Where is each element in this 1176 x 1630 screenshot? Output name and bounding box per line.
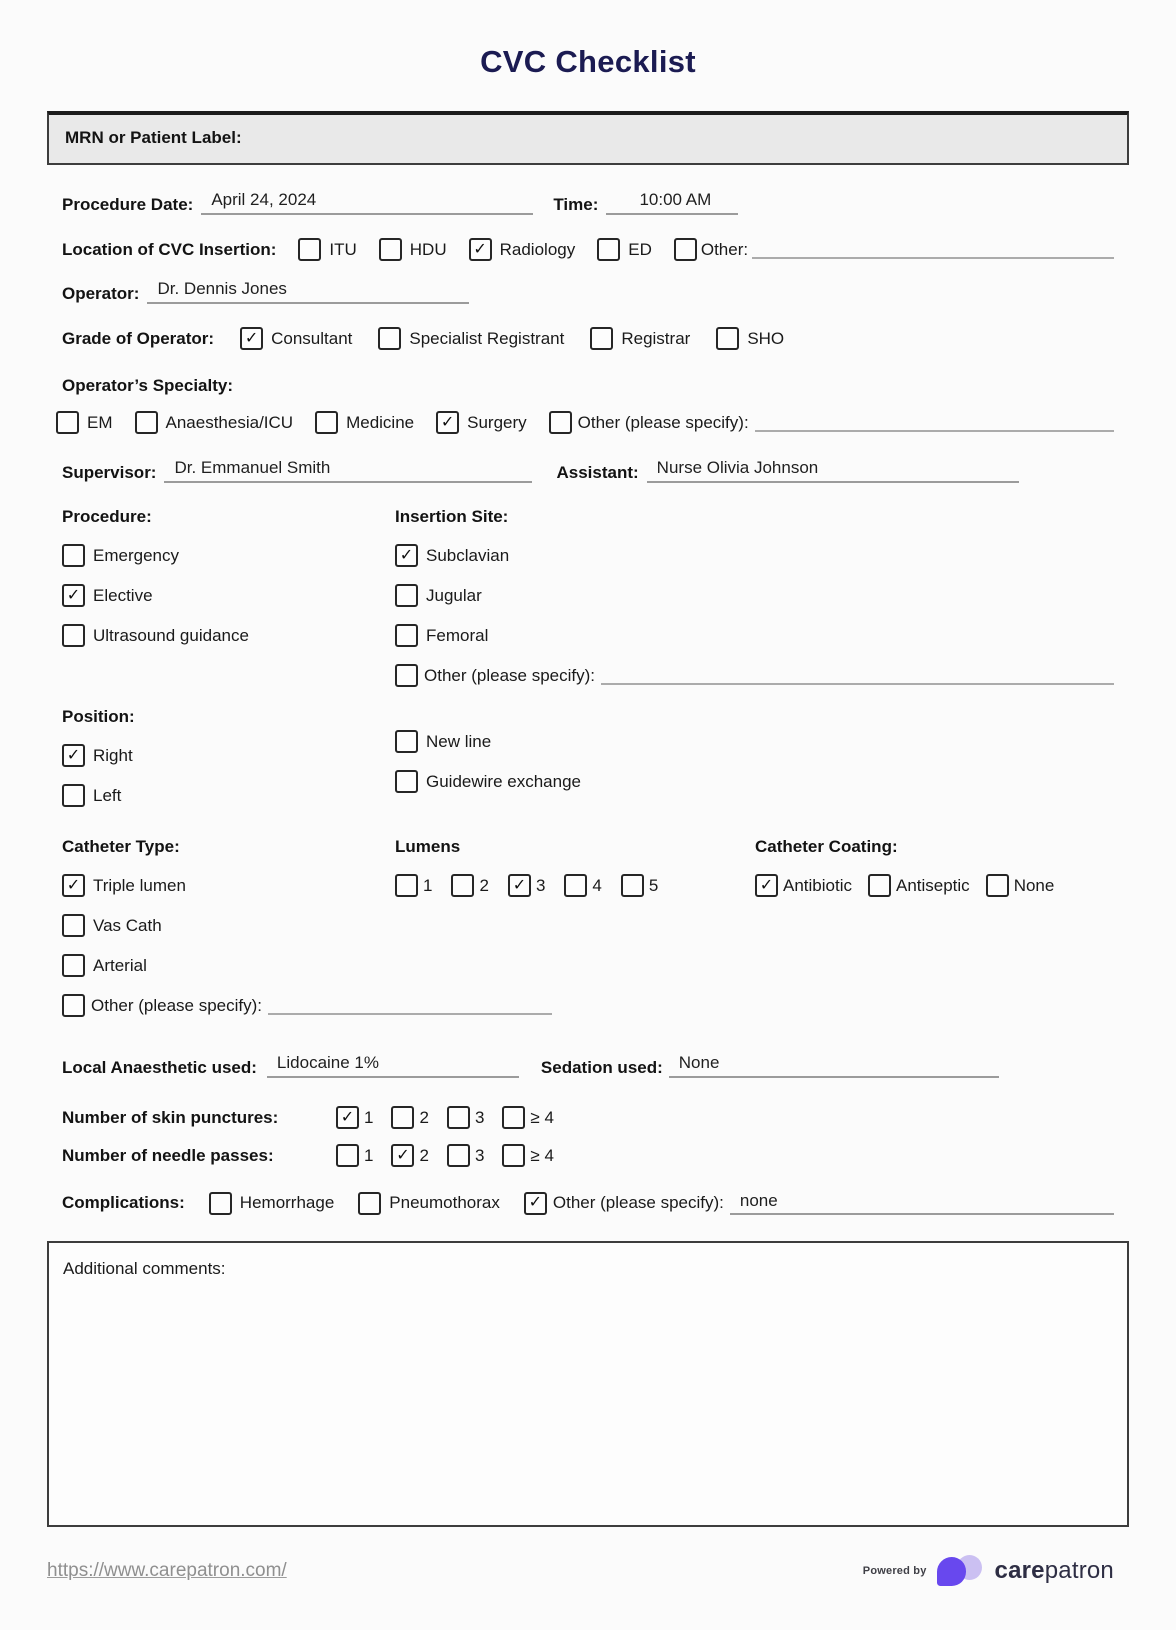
mrn-label: MRN or Patient Label: <box>65 128 242 147</box>
skin-punctures-label: Number of skin punctures: <box>62 1107 279 1127</box>
checkbox-jugular[interactable] <box>395 584 418 607</box>
checkbox-label: Vas Cath <box>93 915 162 935</box>
complications-label: Complications: <box>62 1193 185 1212</box>
option-medicine[interactable] <box>315 411 414 434</box>
option-coating-none[interactable] <box>986 874 1055 897</box>
checkbox-lumen-5[interactable] <box>621 874 644 897</box>
option-emergency[interactable] <box>62 544 179 567</box>
insertion-site-label: Insertion Site: <box>395 507 509 526</box>
option-passes-3[interactable] <box>447 1144 484 1167</box>
checkbox-lumen-2[interactable] <box>451 874 474 897</box>
checkbox-new-line[interactable] <box>395 730 418 753</box>
option-subclavian[interactable] <box>395 544 509 567</box>
option-right[interactable] <box>62 744 133 767</box>
checkbox-label: Other: <box>700 239 749 259</box>
checkbox-lumen-3[interactable]: ✓ <box>508 874 531 897</box>
carepatron-logo <box>863 1554 1114 1588</box>
complications-row <box>0 1191 1176 1215</box>
checkbox-vas-cath[interactable] <box>62 914 85 937</box>
checkbox-label: Guidewire exchange <box>426 771 581 791</box>
checkbox-label: New line <box>426 731 492 751</box>
checkbox-subclavian[interactable]: ✓ <box>395 544 418 567</box>
checkbox-label: ED <box>628 239 652 259</box>
checkbox-label: 5 <box>648 875 659 895</box>
checkbox-label: Radiology <box>499 239 576 259</box>
checkbox-label: HDU <box>409 239 447 259</box>
insertion-site-column <box>395 507 1114 807</box>
option-antiseptic[interactable] <box>868 874 970 897</box>
brand-care-text: care <box>994 1557 1045 1584</box>
option-passes-2[interactable] <box>391 1144 428 1167</box>
checkbox-label: Other (please specify): <box>552 1193 724 1212</box>
specialty-options-row <box>0 411 1176 434</box>
operator-label: Operator: <box>62 284 140 303</box>
option-punctures-1[interactable] <box>336 1106 373 1129</box>
checkbox-passes-3[interactable] <box>447 1144 470 1167</box>
option-anaesthesia-icu[interactable] <box>135 411 294 434</box>
checkbox-label: Medicine <box>346 412 415 432</box>
checkbox-label: Hemorrhage <box>239 1193 335 1212</box>
checkbox-label: 2 <box>479 875 489 895</box>
checkbox-label: 2 <box>419 1107 429 1127</box>
time-label: Time: <box>553 195 599 214</box>
option-em[interactable] <box>56 411 113 434</box>
checkbox-pneumothorax[interactable] <box>358 1192 381 1215</box>
checkbox-label: Subclavian <box>426 545 510 565</box>
mrn-patient-label-box[interactable] <box>47 111 1129 165</box>
checkbox-label: Specialist Registrant <box>409 328 565 348</box>
checkbox-catheter-other[interactable] <box>62 994 85 1017</box>
option-guidewire-exchange[interactable] <box>395 770 581 793</box>
option-lumen-3[interactable] <box>508 874 545 897</box>
checkbox-label: ≥ 4 <box>530 1107 554 1127</box>
catheter-type-column <box>62 837 395 1017</box>
option-specialist-registrant[interactable] <box>378 327 564 350</box>
option-lumen-2[interactable] <box>451 874 488 897</box>
option-vas-cath[interactable] <box>62 914 162 937</box>
checkbox-antibiotic[interactable]: ✓ <box>755 874 778 897</box>
operator-row <box>0 279 1176 304</box>
checkbox-label: Ultrasound guidance <box>93 625 249 645</box>
checkbox-label: 3 <box>535 875 546 895</box>
checkbox-label: Other (please specify): <box>577 412 749 432</box>
needle-passes-row <box>0 1144 1176 1167</box>
option-registrar[interactable] <box>590 327 690 350</box>
grade-row <box>0 327 1176 350</box>
option-ultrasound-guidance[interactable] <box>62 624 249 647</box>
checkbox-location-other[interactable] <box>674 238 697 261</box>
checkbox-specialist-registrant[interactable] <box>378 327 401 350</box>
checkbox-punctures-2[interactable] <box>391 1106 414 1129</box>
operator-value[interactable]: Dr. Dennis Jones <box>147 279 469 304</box>
checkbox-label: Elective <box>93 585 153 605</box>
checkbox-label: Other (please specify): <box>424 665 596 685</box>
checkbox-left[interactable] <box>62 784 85 807</box>
checkbox-label: 1 <box>364 1107 374 1127</box>
option-lumen-4[interactable] <box>564 874 601 897</box>
additional-comments-label: Additional comments: <box>63 1259 226 1278</box>
option-triple-lumen[interactable] <box>62 874 186 897</box>
option-consultant[interactable] <box>240 327 352 350</box>
supervisor-value[interactable]: Dr. Emmanuel Smith <box>164 458 532 483</box>
page-title: CVC Checklist <box>480 44 696 79</box>
sedation-label: Sedation used: <box>540 1058 663 1077</box>
checkbox-label: ITU <box>329 239 357 259</box>
option-passes-4plus[interactable] <box>502 1144 554 1167</box>
option-specialty-other[interactable] <box>549 411 1114 434</box>
checkbox-label: None <box>1013 875 1055 895</box>
checkbox-em[interactable] <box>56 411 79 434</box>
carepatron-link[interactable]: https://www.carepatron.com/ <box>47 1560 287 1581</box>
specialty-label: Operator’s Specialty: <box>62 376 234 395</box>
checkbox-right[interactable]: ✓ <box>62 744 85 767</box>
checkbox-lumen-4[interactable] <box>564 874 587 897</box>
checkbox-specialty-other[interactable] <box>549 411 572 434</box>
checkbox-label: Antiseptic <box>895 875 970 895</box>
option-hdu[interactable] <box>379 238 447 261</box>
checkbox-label: Jugular <box>426 585 482 605</box>
checkbox-punctures-1[interactable]: ✓ <box>336 1106 359 1129</box>
option-location-other[interactable] <box>674 238 1114 261</box>
checkbox-label: Pneumothorax <box>389 1193 500 1212</box>
checkbox-label: Femoral <box>426 625 489 645</box>
time-value[interactable]: 10:00 AM <box>606 190 738 215</box>
option-passes-1[interactable] <box>336 1144 373 1167</box>
checkbox-antiseptic[interactable] <box>868 874 891 897</box>
checkbox-label: Consultant <box>271 328 353 348</box>
option-lumen-5[interactable] <box>621 874 658 897</box>
option-surgery[interactable] <box>436 411 527 434</box>
supervisor-label: Supervisor: <box>62 463 157 482</box>
procedure-date-value[interactable]: April 24, 2024 <box>201 190 533 215</box>
option-pneumothorax[interactable] <box>358 1192 500 1215</box>
catheter-section <box>0 837 1176 1017</box>
checkbox-label: 1 <box>364 1145 374 1165</box>
checkbox-label: Triple lumen <box>93 875 186 895</box>
procedure-site-section <box>0 507 1176 807</box>
assistant-value[interactable]: Nurse Olivia Johnson <box>647 458 1019 483</box>
procedure-column <box>62 507 395 807</box>
checkbox-label: 2 <box>419 1145 429 1165</box>
skin-punctures-row <box>0 1106 1176 1129</box>
checkbox-hdu[interactable] <box>379 238 402 261</box>
checkbox-elective[interactable]: ✓ <box>62 584 85 607</box>
checkbox-coating-none[interactable] <box>986 874 1009 897</box>
checkbox-arterial[interactable] <box>62 954 85 977</box>
checkbox-label: Surgery <box>467 412 527 432</box>
additional-comments-box[interactable] <box>47 1241 1129 1527</box>
location-label: Location of CVC Insertion: <box>62 239 277 259</box>
logo-dark-blob <box>937 1557 966 1586</box>
checkbox-sho[interactable] <box>716 327 739 350</box>
checkbox-radiology[interactable]: ✓ <box>469 238 492 261</box>
local-anaesthetic-value[interactable]: Lidocaine 1% <box>267 1053 519 1078</box>
catheter-type-label: Catheter Type: <box>62 837 180 856</box>
specialty-heading-row <box>0 376 1176 396</box>
option-punctures-3[interactable] <box>447 1106 484 1129</box>
option-left[interactable] <box>62 784 121 807</box>
lumens-options <box>395 874 658 897</box>
location-row <box>0 238 1176 261</box>
option-elective[interactable] <box>62 584 153 607</box>
coating-options <box>755 874 1054 897</box>
checkbox-label: SHO <box>747 328 785 348</box>
brand-wordmark <box>995 1557 1114 1585</box>
checkbox-punctures-4plus[interactable] <box>502 1106 525 1129</box>
checkbox-anaesthesia-icu[interactable] <box>135 411 158 434</box>
procedure-date-label: Procedure Date: <box>62 195 194 214</box>
option-new-line[interactable] <box>395 730 491 753</box>
checkbox-label: Antibiotic <box>783 875 852 895</box>
checkbox-ed[interactable] <box>597 238 620 261</box>
brand-patron-text: patron <box>1044 1557 1114 1584</box>
checkbox-label: EM <box>87 412 113 432</box>
anaesthetic-row <box>0 1053 1176 1078</box>
location-other-fill-line[interactable] <box>752 241 1114 259</box>
complications-other-value[interactable]: none <box>730 1191 1114 1215</box>
supervisor-row <box>0 458 1176 483</box>
coating-column <box>755 837 1114 1017</box>
carepatron-icon <box>937 1554 985 1588</box>
checkbox-triple-lumen[interactable]: ✓ <box>62 874 85 897</box>
checkbox-hemorrhage[interactable] <box>209 1192 232 1215</box>
specialty-other-fill-line[interactable] <box>755 414 1114 432</box>
option-hemorrhage[interactable] <box>209 1192 335 1215</box>
checkbox-lumen-1[interactable] <box>395 874 418 897</box>
checkbox-medicine[interactable] <box>315 411 338 434</box>
checkbox-label: Other (please specify): <box>91 995 263 1015</box>
checkbox-passes-2[interactable]: ✓ <box>391 1144 414 1167</box>
option-lumen-1[interactable] <box>395 874 432 897</box>
checkbox-label: Anaesthesia/ICU <box>165 412 294 432</box>
checkbox-passes-1[interactable] <box>336 1144 359 1167</box>
option-complications-other[interactable] <box>524 1191 1114 1215</box>
checkbox-label: 3 <box>474 1145 485 1165</box>
checkbox-surgery[interactable]: ✓ <box>436 411 459 434</box>
checkbox-registrar[interactable] <box>590 327 613 350</box>
footer <box>47 1554 1114 1588</box>
option-ed[interactable] <box>597 238 652 261</box>
option-itu[interactable] <box>298 238 356 261</box>
checkbox-label: ≥ 4 <box>530 1145 554 1165</box>
option-punctures-4plus[interactable] <box>502 1106 554 1129</box>
assistant-label: Assistant: <box>556 463 639 482</box>
checkbox-label: Right <box>93 745 133 765</box>
checkbox-label: Registrar <box>621 328 691 348</box>
position-label: Position: <box>62 707 135 726</box>
checkbox-passes-4plus[interactable] <box>502 1144 525 1167</box>
checkbox-guidewire-exchange[interactable] <box>395 770 418 793</box>
powered-by-text: Powered by <box>862 1565 927 1577</box>
option-arterial[interactable] <box>62 954 147 977</box>
checkbox-label: Left <box>93 785 122 805</box>
option-sho[interactable] <box>716 327 784 350</box>
checkbox-label: Arterial <box>93 955 147 975</box>
checkbox-label: 1 <box>423 875 433 895</box>
option-site-other[interactable] <box>395 664 1114 687</box>
needle-passes-label: Number of needle passes: <box>62 1145 274 1165</box>
option-femoral[interactable] <box>395 624 488 647</box>
lumens-column <box>395 837 755 1017</box>
sedation-value[interactable]: None <box>669 1053 999 1078</box>
checkbox-emergency[interactable] <box>62 544 85 567</box>
checkbox-site-other[interactable] <box>395 664 418 687</box>
checkbox-itu[interactable] <box>298 238 321 261</box>
option-radiology[interactable] <box>469 238 576 261</box>
local-anaesthetic-label: Local Anaesthetic used: <box>62 1058 257 1077</box>
option-antibiotic[interactable] <box>755 874 852 897</box>
procedure-label: Procedure: <box>62 507 152 526</box>
lumens-label: Lumens <box>395 837 461 856</box>
checkbox-label: Emergency <box>93 545 179 565</box>
option-punctures-2[interactable] <box>391 1106 428 1129</box>
checkbox-label: 4 <box>592 875 602 895</box>
site-other-fill-line[interactable] <box>601 667 1114 685</box>
procedure-date-row <box>0 190 1176 215</box>
checkbox-consultant[interactable]: ✓ <box>240 327 263 350</box>
grade-label: Grade of Operator: <box>62 328 215 348</box>
checkbox-punctures-3[interactable] <box>447 1106 470 1129</box>
coating-label: Catheter Coating: <box>755 837 898 856</box>
checkbox-femoral[interactable] <box>395 624 418 647</box>
checkbox-complications-other[interactable]: ✓ <box>524 1192 547 1215</box>
checkbox-label: 3 <box>474 1107 485 1127</box>
option-jugular[interactable] <box>395 584 482 607</box>
checkbox-ultrasound-guidance[interactable] <box>62 624 85 647</box>
